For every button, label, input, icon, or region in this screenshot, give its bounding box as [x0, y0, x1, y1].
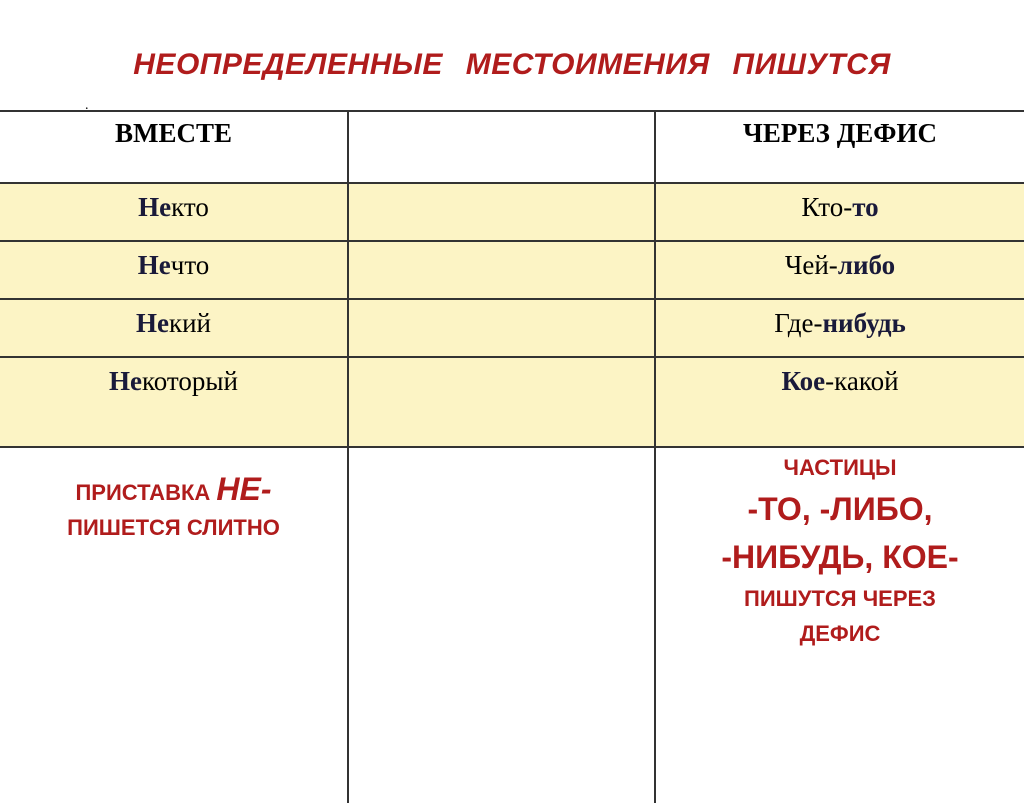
rule-prefix-ne: НЕ-	[216, 471, 272, 507]
middle-cell	[348, 357, 655, 447]
rule-row	[0, 447, 1024, 803]
stray-dot: .	[85, 98, 89, 113]
rule-hyphen-text-1: ПИШУТСЯ ЧЕРЕЗ	[744, 586, 936, 612]
middle-cell	[348, 183, 655, 241]
together-cell	[0, 357, 348, 447]
rule-hyphen-cell	[655, 447, 1024, 803]
word-pre: Где-	[774, 308, 823, 338]
word-pre: Чей-	[784, 250, 838, 280]
rule-particles-2: -НИБУДЬ, КОЕ-	[721, 539, 959, 576]
rule-middle-cell	[348, 447, 655, 803]
together-cell	[0, 241, 348, 299]
header-middle	[348, 111, 655, 183]
prefix-text: Не	[138, 192, 172, 222]
rule-particles-label: ЧАСТИЦЫ	[783, 455, 897, 480]
hyphen-cell	[655, 357, 1024, 447]
particle-text: Кое	[781, 366, 826, 396]
rule-prefix-label: ПРИСТАВКА	[75, 480, 217, 505]
table-row	[0, 299, 1024, 357]
table-row	[0, 241, 1024, 299]
together-cell	[0, 299, 348, 357]
page-title: НЕОПРЕДЕЛЕННЫЕ МЕСТОИМЕНИЯ ПИШУТСЯ	[133, 48, 891, 81]
pronoun-table	[0, 110, 1024, 803]
header-together: ВМЕСТЕ	[0, 111, 348, 183]
table-row	[0, 357, 1024, 447]
header-row	[0, 111, 1024, 183]
rule-hyphen	[656, 448, 1024, 652]
middle-cell	[348, 299, 655, 357]
rule-particles-1: -ТО, -ЛИБО,	[747, 491, 933, 528]
word-rest: кто	[171, 192, 209, 222]
table-row	[0, 183, 1024, 241]
rule-together-text: ПИШЕТСЯ СЛИТНО	[67, 515, 280, 541]
hyphen-cell	[655, 183, 1024, 241]
particle-text: нибудь	[822, 308, 906, 338]
header-hyphen: ЧЕРЕЗ ДЕФИС	[655, 111, 1024, 183]
rule-hyphen-text-2: ДЕФИС	[799, 621, 881, 647]
word-pre: Кто-	[801, 192, 853, 222]
prefix-text: Не	[135, 308, 169, 338]
prefix-text: Не	[109, 366, 143, 396]
particle-text: либо	[837, 250, 896, 280]
rule-together	[0, 448, 347, 544]
particle-text: то	[852, 192, 879, 222]
rule-together-cell	[0, 447, 348, 803]
word-rest: что	[170, 250, 210, 280]
hyphen-cell	[655, 241, 1024, 299]
word-post: -какой	[825, 366, 899, 396]
middle-cell	[348, 241, 655, 299]
hyphen-cell	[655, 299, 1024, 357]
together-cell	[0, 183, 348, 241]
word-rest: кий	[168, 308, 212, 338]
word-rest: который	[142, 366, 238, 396]
prefix-text: Не	[137, 250, 171, 280]
